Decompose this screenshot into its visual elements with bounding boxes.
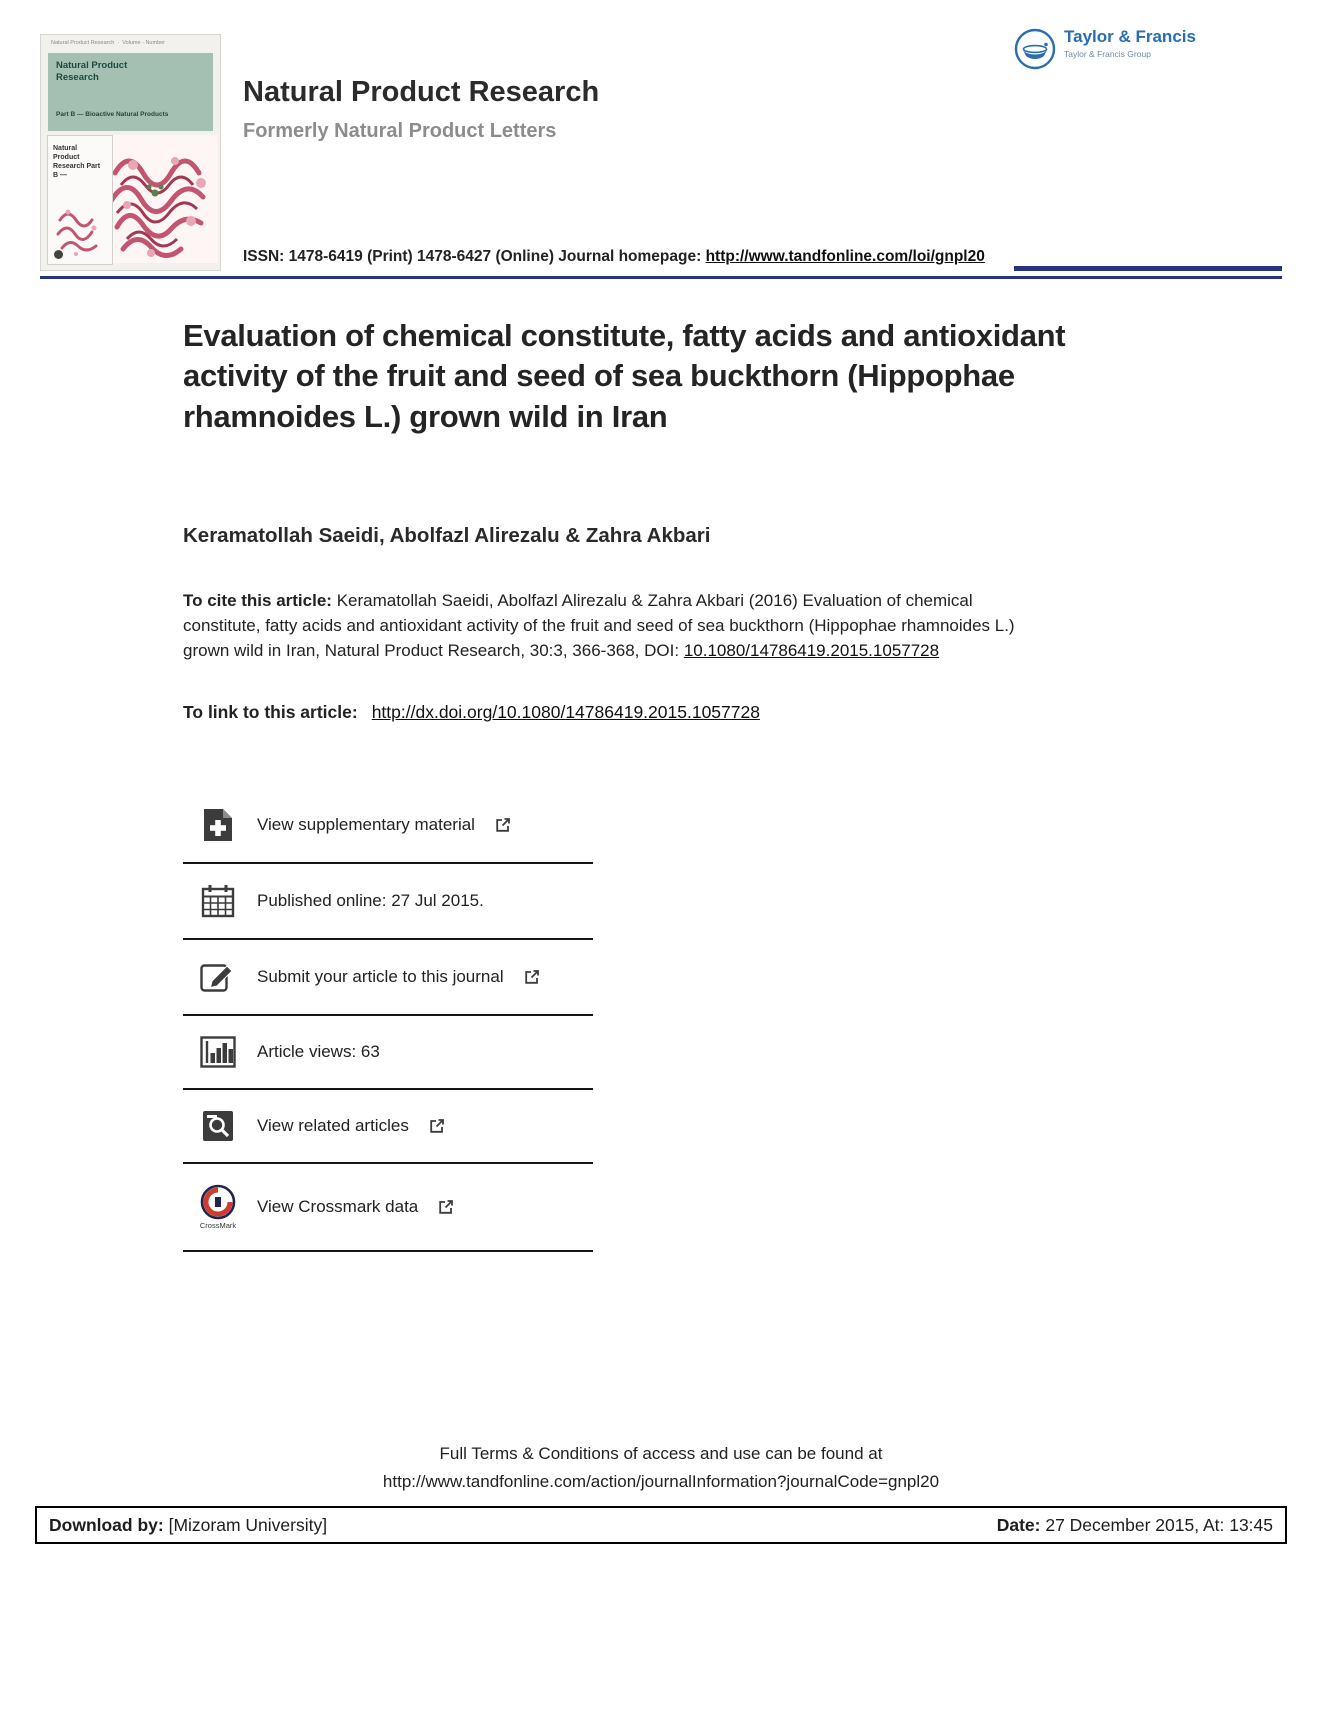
action-view-supplementary-material[interactable] (183, 788, 593, 864)
download-by-value: [Mizoram University] (168, 1514, 328, 1535)
action-label: Submit your article to this journal (257, 967, 504, 986)
cover-subtitle (56, 111, 206, 118)
journal-subtitle: Formerly Natural Product Letters (243, 120, 557, 142)
cover-inset-title-text: Natural Product Research (53, 145, 85, 171)
cover-inset-title (53, 144, 103, 180)
issn-label: ISSN: 1478-6419 (Print) 1478-6427 (Online) Journal homepage: (243, 248, 702, 265)
action-label: Published online: 27 Jul 2015. (257, 891, 484, 910)
taylor-francis-lamp-icon (1014, 28, 1056, 70)
crossmark-icon (197, 1184, 239, 1230)
cover-teal-band (48, 53, 213, 131)
external-link-icon (524, 969, 540, 985)
action-label: View supplementary material (257, 815, 475, 834)
bar-chart-icon (197, 1036, 239, 1068)
cover-inset (47, 135, 113, 265)
action-article-views (183, 1016, 593, 1090)
cover-masthead-smalltext: Natural Product Research · Volume · Number (51, 40, 166, 46)
link-label: To link to this article: (183, 702, 358, 722)
action-label: View related articles (257, 1116, 409, 1135)
article-actions-list (183, 788, 593, 1252)
journal-cover-thumbnail (40, 34, 221, 271)
taylor-francis-wordmark (1064, 28, 1196, 59)
publisher-group: Taylor & Francis Group (1064, 48, 1151, 59)
action-published-online (183, 864, 593, 940)
download-by-label: Download by: (49, 1514, 164, 1535)
cover-part-label: Part B — (56, 111, 84, 118)
terms-url[interactable]: http://www.tandfonline.com/action/journalInformation?journalCode=gnpl20 (382, 1471, 940, 1491)
terms-and-conditions (0, 1440, 1322, 1495)
article-title: Evaluation of chemical constitute, fatty acids and antioxidant activity of the fruit and seed of sea buckthorn (Hippophae rhamnoides L.) grown wild in Iran (183, 318, 1066, 434)
journal-title: Natural Product Research (243, 76, 600, 108)
cover-inset-part-text: Part B — (53, 163, 101, 180)
article-authors: Keramatollah Saeidi, Abolfazl Alirezalu & Zahra Akbari (183, 524, 711, 547)
action-view-related-articles[interactable] (183, 1090, 593, 1164)
issn-homepage-line (243, 248, 985, 266)
action-view-crossmark-data[interactable] (183, 1164, 593, 1252)
journal-homepage-link[interactable]: http://www.tandfonline.com/loi/gnpl20 (705, 248, 985, 265)
coral-illustration-small (56, 204, 106, 256)
terms-line-1: Full Terms & Conditions of access and use can be found at (439, 1444, 883, 1463)
submit-article-icon (197, 960, 239, 994)
external-link-icon (438, 1199, 454, 1215)
publisher-name: Taylor & Francis (1064, 27, 1196, 46)
date-value: 27 December 2015, At: 13:45 (1045, 1514, 1273, 1535)
taylor-francis-logo (1014, 28, 1196, 70)
calendar-icon (197, 884, 239, 918)
doi-link[interactable]: http://dx.doi.org/10.1080/14786419.2015.1057728 (371, 702, 760, 722)
action-submit-article[interactable] (183, 940, 593, 1016)
download-date (997, 1515, 1273, 1536)
supplementary-material-icon (197, 808, 239, 842)
date-label: Date: (996, 1514, 1041, 1535)
external-link-icon (429, 1118, 445, 1134)
download-by (49, 1515, 327, 1536)
cover-publisher-mark (54, 250, 63, 259)
cover-title: Natural Product Research (56, 60, 128, 83)
cite-label: To cite this article: (183, 591, 332, 610)
doi-link-line (183, 702, 760, 723)
related-articles-search-icon (197, 1110, 239, 1142)
coral-illustration (103, 135, 218, 263)
cite-doi-link[interactable]: 10.1080/14786419.2015.1057728 (683, 641, 940, 661)
cite-body: Keramatollah Saeidi, Abolfazl Alirezalu & Zahra Akbari (2016) Evaluation of chemical constitute, fatty acids and antioxidant activity of the fruit and seed of sea buckthorn (Hippophae rhamnoides L.) grown wild in Iran, Natural Product Research, 30:3, 366-368, DOI: (183, 591, 1015, 661)
header-rule-short (1014, 266, 1282, 271)
citation-paragraph (183, 588, 1021, 663)
download-info-bar (35, 1506, 1287, 1544)
header-rule-main (40, 276, 1282, 279)
external-link-icon (495, 817, 511, 833)
action-label: View Crossmark data (257, 1197, 419, 1216)
cover-sub-label: Bioactive Natural Products (85, 111, 169, 118)
action-label: Article views: 63 (257, 1042, 380, 1061)
crossmark-caption: CrossMark (199, 1221, 237, 1230)
